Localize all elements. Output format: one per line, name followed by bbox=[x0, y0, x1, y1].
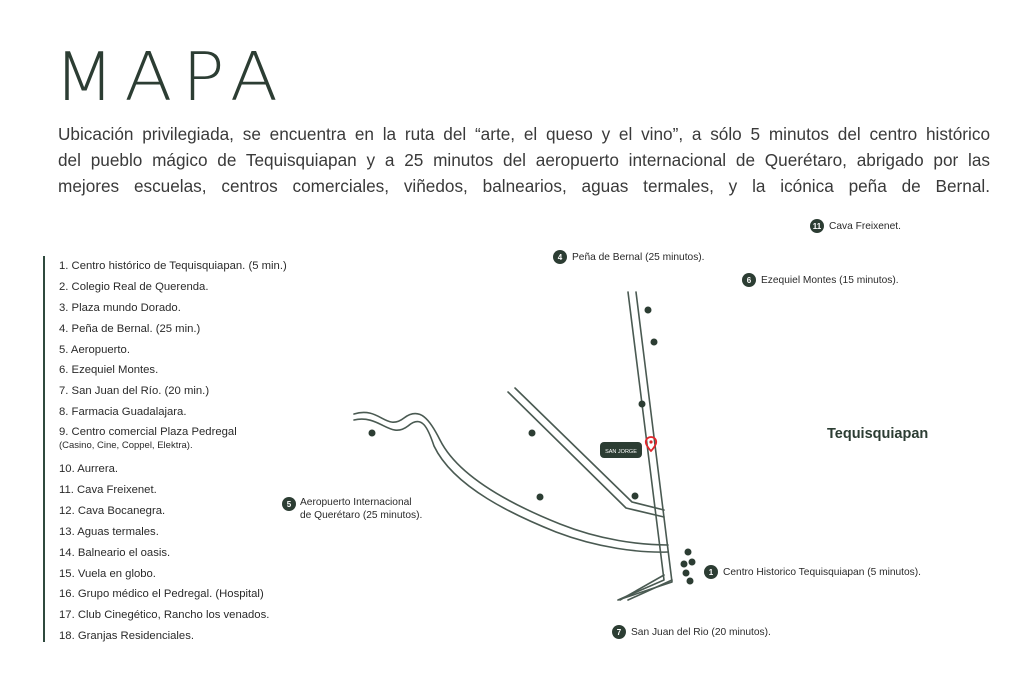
legend-item: 16. Grupo médico el Pedregal. (Hospital) bbox=[59, 588, 264, 601]
callout-centro-historico bbox=[704, 565, 921, 579]
map-dot bbox=[369, 430, 376, 437]
legend-item: 10. Aurrera. bbox=[59, 463, 119, 476]
callout-badge: 1 bbox=[704, 565, 718, 579]
legend-item: 13. Aguas termales. bbox=[59, 525, 159, 538]
legend-item: 6. Ezequiel Montes. bbox=[59, 364, 159, 377]
callout-text: Peña de Bernal (25 minutos). bbox=[572, 251, 705, 263]
callout-san-juan-del-rio bbox=[612, 625, 771, 639]
map-dot bbox=[537, 494, 544, 501]
callout-cava-freixenet bbox=[810, 219, 901, 233]
map-dot bbox=[529, 430, 536, 437]
map-dot bbox=[689, 559, 696, 566]
map-dot bbox=[639, 401, 646, 408]
map-dot bbox=[683, 570, 690, 577]
legend-item-label: 9. Centro comercial Plaza Pedregal bbox=[59, 426, 237, 439]
callout-badge: 11 bbox=[810, 219, 824, 233]
callout-badge: 5 bbox=[282, 497, 296, 511]
legend-item: 11. Cava Freixenet. bbox=[59, 484, 157, 497]
legend-item: 5. Aeropuerto. bbox=[59, 343, 130, 356]
legend-item: 1. Centro histórico de Tequisquiapan. (5 min.) bbox=[59, 260, 287, 272]
callout-text: de Querétaro (25 minutos). bbox=[300, 510, 423, 521]
map-dot bbox=[687, 578, 694, 585]
callout-badge: 6 bbox=[742, 273, 756, 287]
place-label-tequisquiapan: Tequisquiapan bbox=[827, 426, 929, 442]
legend-item-sub: (Casino, Cine, Coppel, Elektra). bbox=[59, 440, 193, 452]
map-dot bbox=[632, 493, 639, 500]
callout-text: San Juan del Rio (20 minutos). bbox=[631, 626, 771, 638]
callout-text: Ezequiel Montes (15 minutos). bbox=[761, 274, 899, 286]
callout-aeropuerto bbox=[282, 496, 422, 522]
legend-item: 18. Granjas Residenciales. bbox=[59, 630, 195, 643]
marker-logo-text: SAN JORGE bbox=[605, 449, 637, 455]
callout-pena-de-bernal bbox=[553, 250, 705, 264]
map-dot bbox=[685, 549, 692, 556]
legend-item: 3. Plaza mundo Dorado. bbox=[59, 301, 181, 314]
legend-item: 7. San Juan del Río. (20 min.) bbox=[59, 385, 210, 398]
legend-item: 12. Cava Bocanegra. bbox=[59, 504, 166, 517]
intro-line: del pueblo mágico de Tequisquiapan y a 25 minutos del aeropuerto internacional de Querétaro, abrigado por las bbox=[58, 150, 990, 170]
callout-badge: 7 bbox=[612, 625, 626, 639]
callout-text: Aeropuerto Internacional bbox=[300, 497, 412, 508]
page-title: MAPA bbox=[54, 38, 288, 116]
legend-item: 17. Club Cinegético, Rancho los venados. bbox=[59, 609, 270, 622]
callout-ezequiel-montes bbox=[742, 273, 899, 287]
map-dot bbox=[681, 561, 688, 568]
intro-line: Ubicación privilegiada, se encuentra en la ruta del “arte, el queso y el vino”, a sólo 5 minutos del centro histórico bbox=[58, 124, 990, 144]
callout-badge: 4 bbox=[553, 250, 567, 264]
legend-item: 2. Colegio Real de Querenda. bbox=[59, 280, 209, 293]
map-dot bbox=[645, 307, 652, 314]
legend-item: 15. Vuela en globo. bbox=[59, 567, 156, 580]
map-dot bbox=[651, 339, 658, 346]
legend-item: 8. Farmacia Guadalajara. bbox=[59, 406, 187, 419]
legend-item: 4. Peña de Bernal. (25 min.) bbox=[59, 322, 201, 335]
legend-item: 14. Balneario el oasis. bbox=[59, 546, 171, 559]
intro-line: mejores escuelas, centros comerciales, viñedos, balnearios, aguas termales, y la icónica peña de Bernal. bbox=[58, 176, 990, 196]
west-road bbox=[354, 419, 668, 552]
west-road bbox=[354, 412, 668, 545]
callout-text: Centro Historico Tequisquiapan (5 minutos). bbox=[723, 566, 921, 578]
callout-text: Cava Freixenet. bbox=[829, 220, 901, 232]
